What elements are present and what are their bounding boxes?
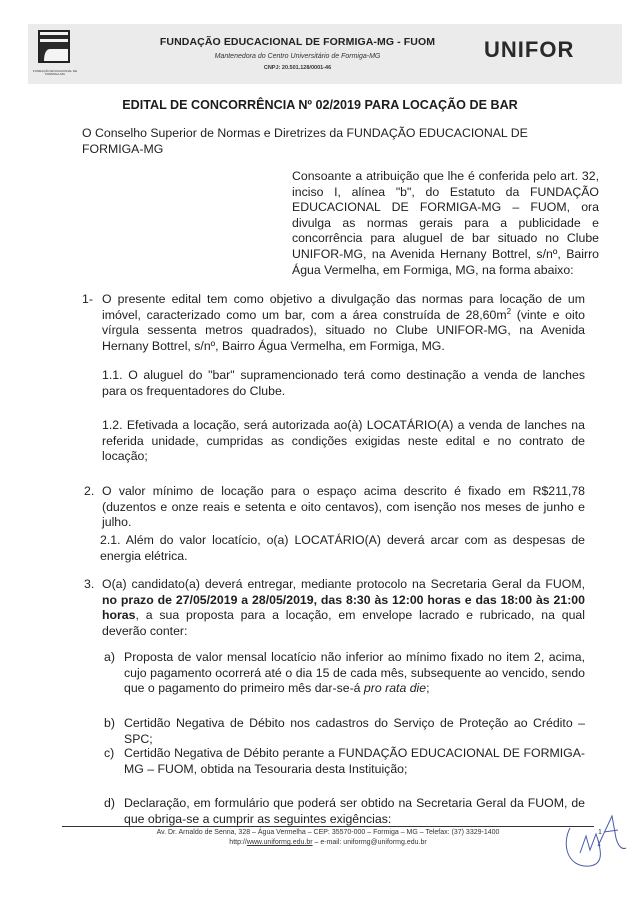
footer-web-link[interactable]: www.uniformg.edu.br	[246, 839, 313, 846]
item-3a-text-part1: Proposta de valor mensal locatício não inferior ao mínimo fixado no item 2, acima, cujo pagamento ocorrerá até o dia 15 de cada mês, subsequente ao vencido, sendo que o pagamento do primeiro mês dar-se-á	[124, 650, 585, 696]
item-3b-text: Certidão Negativa de Débito nos cadastros do Serviço de Proteção ao Crédito – SPC;	[124, 716, 585, 746]
item-1-superscript: 2	[506, 306, 512, 316]
item-3a-italic: pro rata die	[363, 681, 427, 696]
footer-divider	[62, 826, 594, 827]
footer-address: Av. Dr. Arnaldo de Senna, 328 – Água Vermelha – CEP: 35570-000 – Formiga – MG – Telefax: (37) 3329-1400	[156, 829, 500, 836]
preamble-paragraph: Consoante a atribuição que lhe é conferida pelo art. 32, inciso I, alínea "b", do Estatuto da FUNDAÇÃO EDUCACIONAL DE FORMIGA-MG – FUOM, ora divulga as normas gerais para a publicidade e concorrência para aluguel de bar situado no Clube UNIFOR-MG, na Avenida Hernany Bottrel, s/nº, Bairro Água Vermelha, em Formiga, MG, na forma abaixo:	[292, 169, 599, 277]
item-3b-letter: b)	[104, 716, 115, 730]
item-3a-letter: a)	[104, 650, 115, 664]
intro-paragraph: O Conselho Superior de Normas e Diretrizes da FUNDAÇÃO EDUCACIONAL DE FORMIGA-MG	[82, 126, 528, 156]
item-3-deadline: no prazo de 27/05/2019 a 28/05/2019, das 8:30 às 12:00 horas e das 18:00 às 21:00 horas	[102, 592, 585, 623]
footer-web-prefix: http://	[229, 839, 247, 846]
organization-subtitle: Mantenedora do Centro Universitário de Formiga-MG	[214, 53, 381, 60]
item-3-text	[102, 577, 585, 639]
item-1-text-part1: O presente edital tem como objetivo a divulgação das normas para locação de um imóvel, caracterizado como um bar, com a área construída de 28,60m	[102, 292, 585, 322]
item-3-text-part1: O(a) candidato(a) deverá entregar, mediante protocolo na Secretaria Geral da FUOM,	[102, 577, 585, 591]
document-title: EDITAL DE CONCORRÊNCIA Nº 02/2019 PARA LOCAÇÃO DE BAR	[122, 98, 518, 112]
item-3d-letter: d)	[104, 796, 115, 810]
item-3-text-part2: , a sua proposta para a locação, em envelope lacrado e rubricado, na qual deverão conter:	[102, 608, 585, 638]
item-3d-text: Declaração, em formulário que poderá ser obtido na Secretaria Geral da FUOM, de que obriga-se a cumprir as seguintes exigências:	[124, 796, 585, 826]
item-1-number: 1-	[82, 292, 93, 306]
signature-icon	[560, 808, 630, 878]
item-3c-text: Certidão Negativa de Débito perante a FUNDAÇÃO EDUCACIONAL DE FORMIGA-MG – FUOM, obtida na Tesouraria desta Instituição;	[124, 746, 585, 776]
logo-caption: FUNDAÇÃO EDUCACIONAL DE FORMIGA-MG	[32, 69, 78, 76]
footer-contact	[62, 839, 594, 846]
fuom-logo	[38, 30, 70, 63]
item-1-2-text: 1.2. Efetivada a locação, será autorizada ao(à) LOCATÁRIO(A) a venda de lanches na referida unidade, cumpridas as condições exigidas neste edital e no contrato de locação;	[102, 418, 585, 464]
item-2-number: 2.	[84, 484, 95, 498]
item-1-1-text: 1.1. O aluguel do "bar" supramencionado terá como destinação a venda de lanches para os frequentadores do Clube.	[102, 368, 585, 398]
organization-cnpj: CNPJ: 20.501.128/0001-46	[263, 65, 332, 71]
item-1-text	[102, 292, 585, 354]
unifor-brand-logo: UNIFOR	[484, 37, 575, 62]
item-3-number: 3.	[84, 577, 95, 591]
organization-name: FUNDAÇÃO EDUCACIONAL DE FORMIGA-MG - FUOM	[159, 36, 436, 48]
item-3a-text	[124, 650, 585, 697]
page-number: 1	[598, 829, 602, 836]
item-3a-text-part2: ;	[426, 681, 430, 696]
fuom-logo-icon	[40, 32, 68, 61]
item-2-1-text: 2.1. Além do valor locatício, o(a) LOCATÁRIO(A) deverá arcar com as despesas de energia elétrica.	[100, 533, 585, 563]
footer-email: – e-mail: uniformg@uniformg.edu.br	[312, 839, 427, 846]
item-3c-letter: c)	[104, 746, 115, 760]
item-2-text: O valor mínimo de locação para o espaço acima descrito é fixado em R$211,78 (duzentos e onze reais e setenta e oito centavos), com isenção nos meses de junho e julho.	[102, 484, 585, 530]
item-1-text-part2: (vinte e oito vírgula sessenta metros quadrados), situado no Clube UNIFOR-MG, na Avenida Hernany Bottrel, s/nº, Bairro Água Vermelha, em Formiga, MG.	[102, 307, 585, 353]
